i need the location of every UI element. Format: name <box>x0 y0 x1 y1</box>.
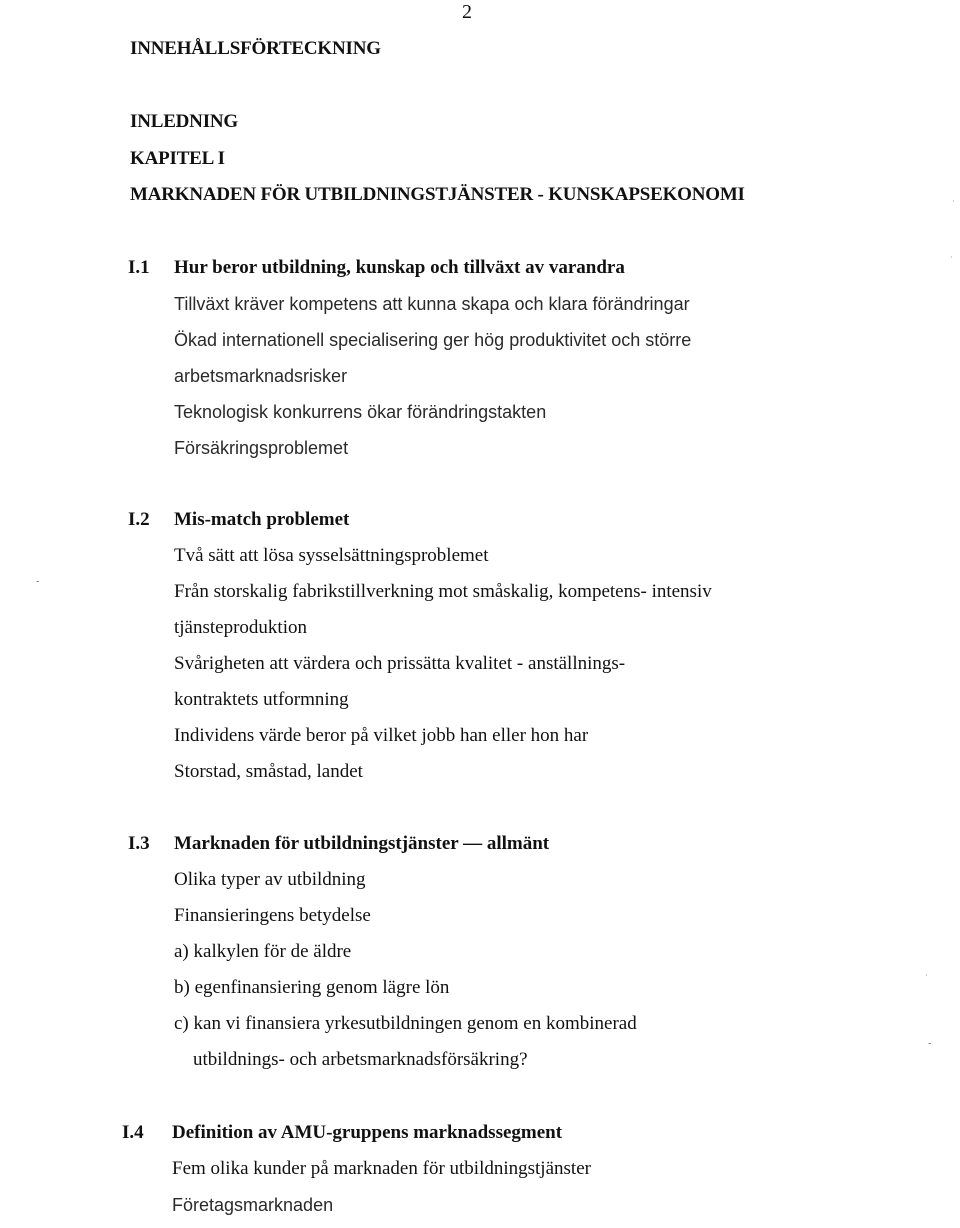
section-title: Hur beror utbildning, kunskap och tillväxt av varandra <box>174 257 625 278</box>
toc-item: Två sätt att lösa sysselsättningsproblemet <box>174 545 489 566</box>
section-number: I.1 <box>128 257 150 278</box>
toc-item: Teknologisk konkurrens ökar förändringstakten <box>174 402 547 422</box>
toc-item: Från storskalig fabrikstillverkning mot småskalig, kompetens- intensiv <box>174 581 712 602</box>
toc-item: b) egenfinansiering genom lägre lön <box>174 977 450 998</box>
scan-speck: · <box>950 253 953 262</box>
toc-item: kontraktets utformning <box>174 689 349 710</box>
section-title: Mis-match problemet <box>174 509 350 530</box>
toc-item: arbetsmarknadsrisker <box>174 366 348 386</box>
toc-item: Individens värde beror på vilket jobb han eller hon har <box>174 725 589 746</box>
toc-item: Försäkringsproblemet <box>174 438 349 458</box>
section-title: Definition av AMU-gruppens marknadssegment <box>172 1122 563 1143</box>
toc-item: Företagsmarknaden <box>172 1195 334 1215</box>
intro-heading: INLEDNING <box>130 111 238 132</box>
toc-item: Svårigheten att värdera och prissätta kvalitet - anställnings- <box>174 653 626 674</box>
toc-item: Fem olika kunder på marknaden för utbildningstjänster <box>172 1158 591 1179</box>
scan-speck: · <box>925 971 928 980</box>
scan-speck: - <box>36 576 40 587</box>
section-number: I.3 <box>128 833 150 854</box>
page-number: 2 <box>462 1 472 23</box>
toc-item: Olika typer av utbildning <box>174 869 366 890</box>
toc-item: Finansieringens betydelse <box>174 905 371 926</box>
section-number: I.4 <box>122 1122 144 1143</box>
chapter-title: MARKNADEN FÖR UTBILDNINGSTJÄNSTER - KUNSKAPSEKONOMI <box>130 184 745 205</box>
toc-item: Ökad internationell specialisering ger hög produktivitet och större <box>174 330 692 350</box>
section-number: I.2 <box>128 509 150 530</box>
scan-speck: · <box>952 197 955 206</box>
scan-speck: - <box>928 1038 932 1049</box>
toc-item: Storstad, småstad, landet <box>174 761 363 782</box>
toc-item: tjänsteproduktion <box>174 617 307 638</box>
toc-item: Tillväxt kräver kompetens att kunna skapa och klara förändringar <box>174 294 690 314</box>
chapter-heading: KAPITEL I <box>130 148 225 169</box>
section-title: Marknaden för utbildningstjänster — allmänt <box>174 833 550 854</box>
toc-heading: INNEHÅLLSFÖRTECKNING <box>130 38 381 59</box>
toc-item: c) kan vi finansiera yrkesutbildningen genom en kombinerad <box>174 1013 637 1034</box>
toc-item: utbildnings- och arbetsmarknadsförsäkring? <box>193 1049 528 1070</box>
toc-item: a) kalkylen för de äldre <box>174 941 352 962</box>
